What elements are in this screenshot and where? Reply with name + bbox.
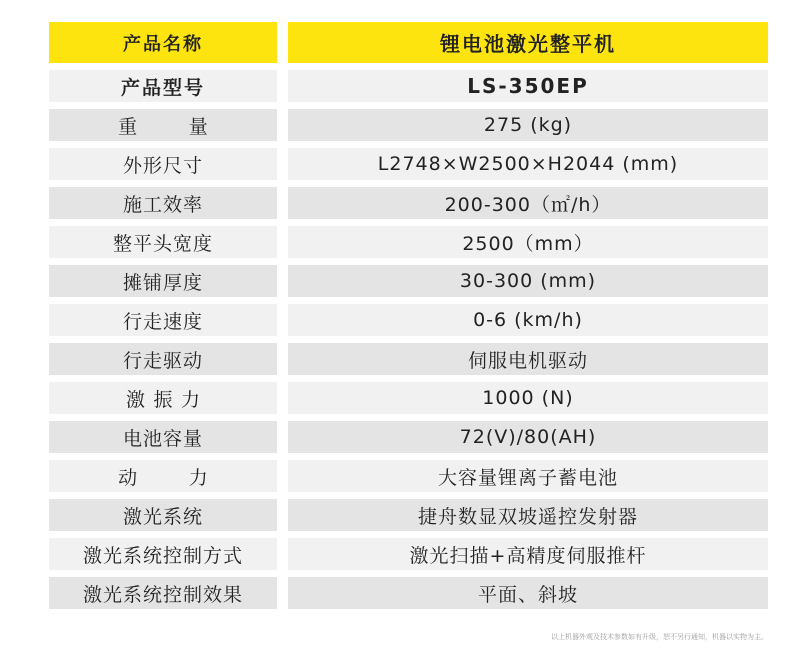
- spec-label: [49, 109, 277, 141]
- spec-value: L2748×W2500×H2044 (mm): [288, 148, 768, 180]
- spec-label: 行走驱动: [49, 343, 277, 375]
- spec-label: 激光系统: [49, 499, 277, 531]
- spec-row-paving-thickness: [49, 265, 768, 297]
- spec-row-laser-control-method: [49, 538, 768, 570]
- spec-value: 200-300（㎡/h）: [288, 187, 768, 219]
- spec-label: 行走速度: [49, 304, 277, 336]
- spec-value: 275 (kg): [288, 109, 768, 141]
- spec-value: 伺服电机驱动: [288, 343, 768, 375]
- spec-label: 激光系统控制方式: [49, 538, 277, 570]
- spec-row-travel-speed: [49, 304, 768, 336]
- spec-row-battery-capacity: [49, 421, 768, 453]
- spec-row-laser-system: [49, 499, 768, 531]
- spec-row-travel-drive: [49, 343, 768, 375]
- spec-row-dimensions: [49, 148, 768, 180]
- spec-row-efficiency: [49, 187, 768, 219]
- header-label: 产品名称: [49, 22, 277, 63]
- spec-label-text: 激振力: [125, 388, 209, 411]
- spec-row-laser-control-effect: [49, 577, 768, 609]
- spec-value: 大容量锂离子蓄电池: [288, 460, 768, 492]
- spec-row-vibration-force: [49, 382, 768, 414]
- spec-value: 2500（mm）: [288, 226, 768, 258]
- spec-value: 平面、斜坡: [288, 577, 768, 609]
- spec-row-screed-width: [49, 226, 768, 258]
- spec-row-model: [49, 70, 768, 102]
- spec-value: 72(V)/80(AH): [288, 421, 768, 453]
- footnote: 以上机器外观及技术参数如有升级，恕不另行通知，机器以实物为主。: [551, 633, 768, 641]
- spec-label: [49, 382, 277, 414]
- spec-label: 产品型号: [49, 70, 277, 102]
- spec-label: 施工效率: [49, 187, 277, 219]
- spec-label: 电池容量: [49, 421, 277, 453]
- spec-label-text: 重 量: [118, 115, 231, 138]
- header-value: 锂电池激光整平机: [288, 22, 768, 63]
- spec-row-power: [49, 460, 768, 492]
- spec-value: 0-6 (km/h): [288, 304, 768, 336]
- spec-label-text: 动 力: [118, 466, 231, 489]
- spec-value: 1000 (N): [288, 382, 768, 414]
- spec-value: 捷舟数显双坡遥控发射器: [288, 499, 768, 531]
- spec-table: [49, 22, 768, 616]
- spec-label: 整平头宽度: [49, 226, 277, 258]
- spec-row-weight: [49, 109, 768, 141]
- spec-value: 激光扫描+高精度伺服推杆: [288, 538, 768, 570]
- spec-value: 30-300 (mm): [288, 265, 768, 297]
- spec-label: [49, 460, 277, 492]
- spec-label: 激光系统控制效果: [49, 577, 277, 609]
- spec-header-row: [49, 22, 768, 63]
- spec-label: 摊铺厚度: [49, 265, 277, 297]
- spec-label: 外形尺寸: [49, 148, 277, 180]
- spec-value: LS-350EP: [288, 70, 768, 102]
